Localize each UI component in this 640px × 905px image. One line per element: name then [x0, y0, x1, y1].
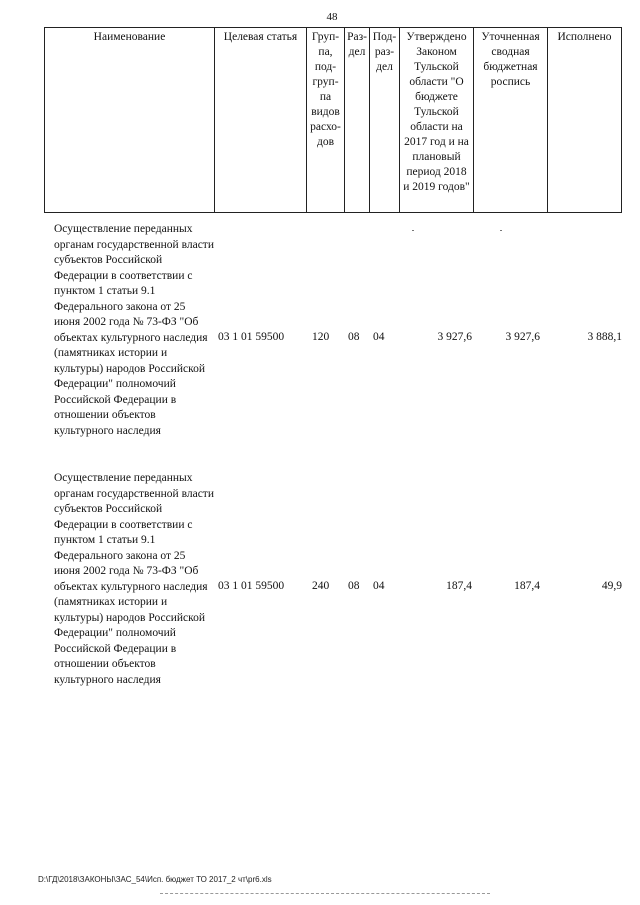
row-target: 03 1 01 59500: [218, 331, 285, 343]
column-header-revised: Уточненная сводная бюджетная роспись: [474, 28, 548, 213]
column-header-target: Целевая статья: [215, 28, 307, 213]
column-header-approved: Утверждено Законом Тульской области "О бюджете Тульской области на 2017 год и на плановый период 2018 и 2019 годов": [400, 28, 474, 213]
row-subsection: 04: [373, 331, 385, 343]
row-revised: 187,4: [514, 580, 540, 592]
row-revised: 3 927,6: [505, 331, 540, 343]
row-target: 03 1 01 59500: [218, 580, 285, 592]
table-header: [44, 27, 622, 213]
row-name: Осуществление переданных органам государственной власти субъектов Российской Федерации в соответствии с пунктом 1 статьи 9.1 Федерального закона от 25 июня 2002 года № 73-ФЗ "Об объектах культурного наследия (памятниках истории и культуры) народов Российской Федерации" полномочий Российской Федерации в отношении объектов культурного наследия: [54, 223, 214, 437]
table-row: [44, 222, 624, 457]
row-section: 08: [348, 580, 360, 592]
row-executed: 49,9: [601, 580, 622, 592]
column-header-executed: Исполнено: [548, 28, 622, 213]
row-group: 240: [312, 580, 330, 592]
column-header-group: Груп-па, под-груп-па видов расхо-дов: [307, 28, 345, 213]
page-number: 48: [326, 11, 338, 23]
row-section: 08: [348, 331, 360, 343]
column-header-section: Раз-дел: [345, 28, 370, 213]
table-row: [44, 471, 624, 706]
row-name: Осуществление переданных органам государственной власти субъектов Российской Федерации в соответствии с пунктом 1 статьи 9.1 Федерального закона от 25 июня 2002 года № 73-ФЗ "Об объектах культурного наследия (памятниках истории и культуры) народов Российской Федерации" полномочий Российской Федерации в отношении объектов культурного наследия: [54, 472, 214, 686]
file-path-footer: D:\ГД\2018\ЗАКОНЫ\ЗАС_54\Исп. бюджет ТО 2017_2 чт\pr6.xls: [38, 875, 272, 884]
row-approved: 187,4: [446, 580, 472, 592]
column-header-subsection: Под-раз-дел: [370, 28, 400, 213]
row-group: 120: [312, 331, 330, 343]
column-header-name: Наименование: [45, 28, 215, 213]
footer-divider: [160, 893, 490, 894]
row-executed: 3 888,1: [587, 331, 622, 343]
row-approved: 3 927,6: [437, 331, 472, 343]
row-subsection: 04: [373, 580, 385, 592]
